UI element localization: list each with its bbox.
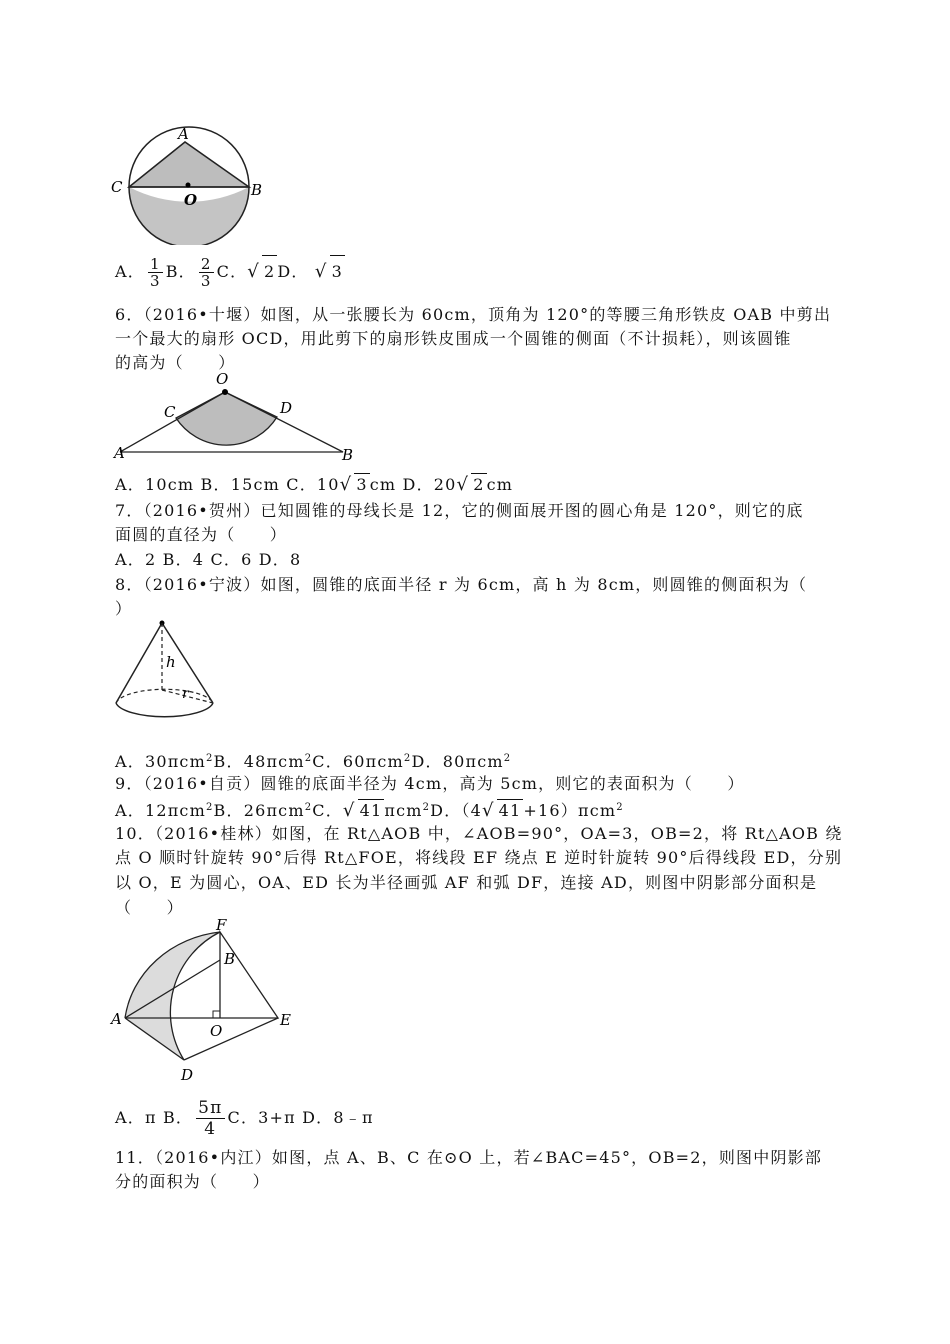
q10-label-B: B — [224, 950, 236, 968]
q5-frac-a: $\frac{1}{3}$ — [149, 255, 161, 290]
q6-label-B: B — [342, 446, 354, 464]
q7-text-1: 7．（2016•贺州）已知圆锥的母线长是 12，它的侧面展开图的圆心角是 120°，则它的底 — [115, 501, 804, 520]
q8-label-h: h — [166, 653, 176, 671]
q5-sqrt-c: 2 — [262, 255, 277, 288]
q10-text-2: 点 O 顺时针旋转 90°后得 Rt△FOE，将线段 EF 绕点 E 逆时针旋转 90°后得线段 ED，分别 — [115, 848, 843, 867]
q10-label-E: E — [280, 1011, 291, 1029]
q6-label-D: D — [280, 399, 293, 417]
q5-label-C: C — [111, 178, 123, 196]
q6-options: A．10cm B．15cm C．10√ 3 cm D．20√ 2 cm — [115, 474, 514, 495]
q5-options: A． $\frac{1}{3}$ B． $\frac{2}{3}$ C．√ 2 D． √ 3 — [115, 255, 343, 290]
q6-label-C: C — [164, 403, 176, 421]
q10-text-1: 10．（2016•桂林）如图，在 Rt△AOB 中，∠AOB=90°，OA=3，OB=2，将 Rt△AOB 绕 — [115, 824, 843, 843]
q7-options: A．2 B．4 C．6 D．8 — [115, 550, 302, 569]
q6-triangle-sector-figure — [108, 370, 368, 465]
q8-label-r: r — [182, 686, 189, 702]
q11-text-2: 分的面积为（ ） — [115, 1172, 270, 1191]
q10-geometry-figure — [108, 918, 308, 1088]
q10-options: A．π B． $\frac{5\pi}{4}$ C．3+π D．8﹣π — [115, 1098, 374, 1139]
q8-options: A．30πcm$^2$B．48πcm$^2$C．60πcm$^2$D．80πcm$^2$ — [115, 752, 512, 771]
q5-option-d: D． — [277, 262, 309, 281]
q6-label-A: A — [114, 444, 125, 462]
q10-text-3: 以 O，E 为圆心，OA、ED 长为半径画弧 AF 和弧 DF，连接 AD，则图中阴影部分面积是 — [115, 873, 818, 892]
q10-label-F: F — [216, 918, 227, 934]
q10-label-D: D — [181, 1066, 194, 1084]
q8-text-2: ） — [115, 599, 133, 618]
q10-label-A: A — [111, 1010, 122, 1028]
q5-frac-b: $\frac{2}{3}$ — [200, 255, 212, 290]
q5-label-A: A — [178, 125, 189, 143]
q8-text-1: 8．（2016•宁波）如图，圆锥的底面半径 r 为 6cm，高 h 为 8cm，则圆锥的侧面积为（ — [115, 575, 808, 594]
q5-label-O: O — [184, 191, 198, 209]
q8-cone-figure — [108, 615, 228, 725]
q9-text-1: 9．（2016•自贡）圆锥的底面半径为 4cm，高为 5cm，则它的表面积为（ ） — [115, 774, 745, 793]
q5-triangle — [129, 142, 249, 187]
q6-sector — [176, 392, 277, 445]
q5-option-c: C． — [216, 262, 248, 281]
q5-sqrt-d: 3 — [330, 255, 345, 288]
q10-text-4: （ ） — [115, 898, 184, 917]
q5-option-b: B． — [165, 262, 196, 281]
q6-text-1: 6．（2016•十堰）如图，从一张腰长为 60cm，顶角为 120°的等腰三角形铁皮 OAB 中剪出 — [115, 305, 832, 324]
q11-text-1: 11．（2016•内江）如图，点 A、B、C 在⊙O 上，若∠BAC=45°，OB=2，则图中阴影部 — [115, 1148, 823, 1167]
q5-circle-figure — [108, 125, 273, 245]
q6-text-3: 的高为（ ） — [115, 353, 236, 372]
q5-option-a: A． — [115, 262, 145, 281]
q6-label-O: O — [216, 370, 229, 388]
q9-options: A．12πcm$^2$B．26πcm$^2$C．√ 41 πcm$^2$D．（4√ 41 +16）πcm$^2$ — [115, 800, 624, 821]
q6-text-2: 一个最大的扇形 OCD，用此剪下的扇形铁皮围成一个圆锥的侧面（不计损耗），则该圆锥 — [115, 329, 792, 348]
q10-label-O: O — [210, 1022, 223, 1040]
q5-label-B: B — [251, 181, 263, 199]
q7-text-2: 面圆的直径为（ ） — [115, 525, 288, 544]
q10-frac-b: $\frac{5\pi}{4}$ — [198, 1098, 223, 1139]
